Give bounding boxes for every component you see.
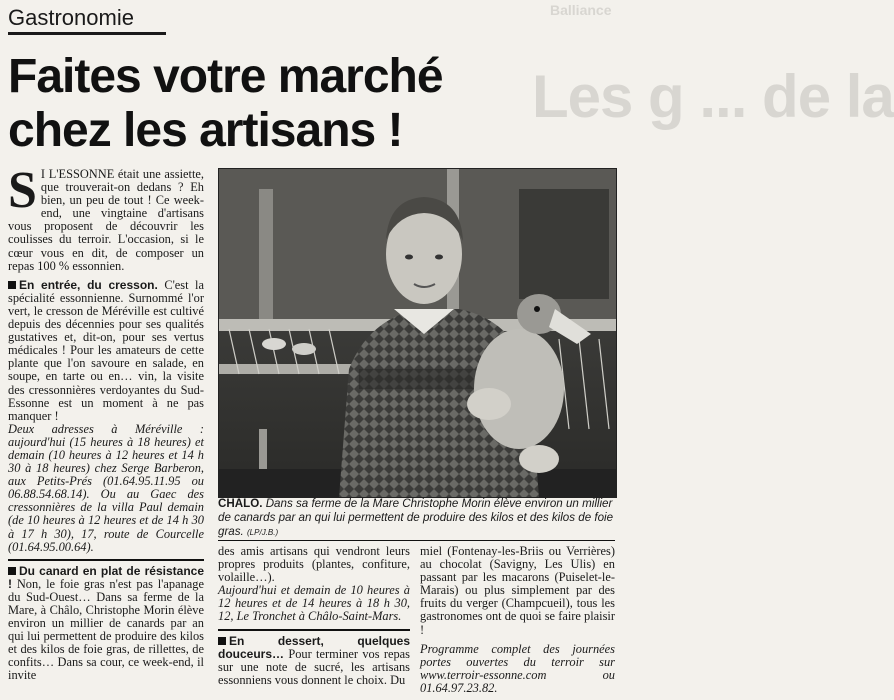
bleed-big-text: Les g ... de la xyxy=(532,63,894,130)
caption-place: CHÂLO. xyxy=(218,497,263,510)
canard-paragraph xyxy=(8,565,204,683)
drop-cap: S xyxy=(8,162,37,219)
article-column-3 xyxy=(420,545,615,695)
section-divider xyxy=(218,629,410,631)
dessert-paragraph xyxy=(218,635,410,687)
farmer-with-duck-photo xyxy=(218,168,617,498)
canard-body-continued: des amis artisans qui vendront leurs propres produits (plantes, confiture, volaille…). xyxy=(218,544,410,585)
bleed-top-text: Balliance xyxy=(550,2,612,18)
section-label: Gastronomie xyxy=(8,4,166,35)
cresson-info: Deux adresses à Méréville : aujourd'hui (15 heures à 18 heures) et demain (10 heures à 12 heures et 14 h 30 à 18 heures) chez Serge Barberon, aux Petits-Prés (01.64.95.11.95 ou 06.88.54.68.14). Ou au Gaec des cressonnières de la villa Paul demain (de 10 heures à 12 heures et de 14 h 30 à 17 h 30), 17, route de Courcelle (01.64.95.00.64). xyxy=(8,421,204,554)
article-column-2 xyxy=(218,545,410,687)
caption-divider xyxy=(218,540,615,541)
photo-illustration xyxy=(219,169,616,497)
bullet-square-icon xyxy=(8,281,16,289)
bullet-square-icon xyxy=(8,567,16,575)
intro-text: I L'ESSONNE était une assiette, que trouverait-on dedans ? Eh bien, un peu de tout ! Ce week-end, une vingtaine d'artisans vous proposent de découvrir les coulisses du terroir. L'occasion, si le cœur vous en dit, de composer un repas 100 % essonnien. xyxy=(8,167,204,273)
canard-body: Non, le foie gras n'est pas l'apanage du Sud-Ouest… Dans sa ferme de la Mare, à Châlo, Christophe Morin élève environ un millier de canards par an qui lui permettent de produire des kilos et des kilos de foie gras, de rillettes, de confits… Dans sa cour, ce week-end, il invite xyxy=(8,576,204,683)
photo-caption xyxy=(218,497,615,540)
caption-text: Dans sa ferme de la Mare Christophe Morin élève environ un millier de canards par an qui lui permettent de produire des kilos et des kilos de foie gras. xyxy=(218,497,614,538)
section-divider xyxy=(8,559,204,561)
cresson-paragraph xyxy=(8,279,204,423)
dessert-info: Programme complet des journées portes ouvertes du terroir sur www.terroir-essonne.com ou 01.64.97.23.82. xyxy=(420,641,615,695)
dessert-body-continued: miel (Fontenay-les-Briis ou Verrières) au chocolat (Savigny, Les Ulis) en passant par les macarons (Puiselet-le-Marais) ou plus simplement par des fruits du verger (Champcueil), tous les gastronomes ont de quoi se faire plaisir ! xyxy=(420,544,615,637)
dessert-heading: En dessert, quelques douceurs… xyxy=(218,633,410,661)
headline xyxy=(8,50,608,158)
cresson-heading: En entrée, du cresson. xyxy=(19,277,158,292)
cresson-body: C'est la spécialité essonnienne. Surnommé l'or vert, le cresson de Méréville est cultivé depuis des décennies pour ses qualités gustatives et, dit-on, pour ses vertus médicales ! Pour les amateurs de cette plante que l'on savoure en salade, en soupe, en tarte ou en… vin, la visite des cressonnières verdoyantes du Sud-Essonne est un moment à ne pas manquer ! xyxy=(8,277,204,423)
article-column-1 xyxy=(8,162,204,683)
caption-credit: (LP/J.B.) xyxy=(247,528,279,537)
canard-info: Aujourd'hui et demain de 10 heures à 12 heures et de 14 heures à 18 h 30, 12, Le Tronchet à Châlo-Saint-Mars. xyxy=(218,583,410,624)
headline-line-1: Faites votre marché xyxy=(8,50,443,103)
headline-line-2: chez les artisans ! xyxy=(8,104,403,157)
intro-paragraph xyxy=(8,162,204,273)
bullet-square-icon xyxy=(218,637,226,645)
canard-heading: Du canard en plat de résistance ! xyxy=(8,563,204,591)
dessert-body: Pour terminer vos repas sur une note de sucré, les artisans essonniens vous donnent le choix. Du xyxy=(218,646,410,687)
